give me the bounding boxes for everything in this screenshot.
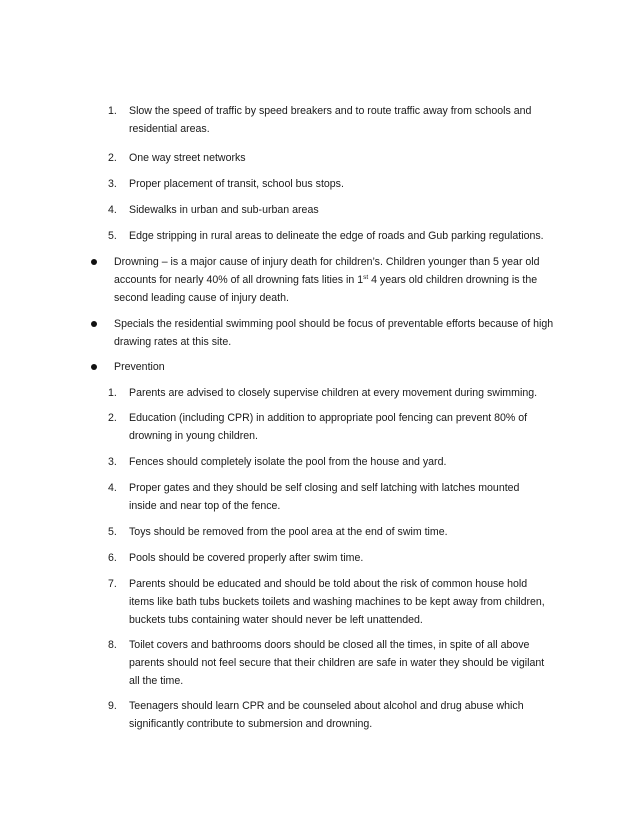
list-number: 8. [108,639,117,651]
list-item [108,523,548,541]
list-number: 5. [108,526,117,538]
bullet-icon [91,321,97,327]
bullet-icon [91,364,97,370]
list-number: 4. [108,204,117,216]
list-item [108,384,548,402]
bullet-icon [91,259,97,265]
bullet-item-prevention [91,358,556,376]
list-text: Slow the speed of traffic by speed breakers and to route traffic away from schools and residential areas. [129,105,532,135]
bullet-item-drowning [91,253,556,307]
list-item [108,549,548,567]
list-item [108,636,548,690]
list-number: 2. [108,412,117,424]
bullet-text: Specials the residential swimming pool should be focus of preventable efforts because of high drawing rates at this site. [114,318,554,348]
list-number: 3. [108,456,117,468]
list-item [108,479,548,515]
list-item [108,102,548,138]
list-item [108,175,548,193]
list-number: 7. [108,578,117,590]
list-text: Fences should completely isolate the pool from the house and yard. [129,456,447,468]
list-number: 1. [108,105,117,117]
list-text: Proper placement of transit, school bus stops. [129,178,344,190]
list-item [108,149,548,167]
list-text: Toys should be removed from the pool area at the end of swim time. [129,526,448,538]
list-item [108,409,548,445]
list-number: 3. [108,178,117,190]
list-text: One way street networks [129,152,246,164]
bullet-text: Prevention [114,361,165,373]
list-item [108,453,548,471]
list-item [108,201,548,219]
bullet-text-part: Drowning – is a major cause of injury death for children’s. Children younger than 5 year old accounts for nearly 40% of all drowning fats lities in 1 [114,256,540,286]
list-text: Sidewalks in urban and sub-urban areas [129,204,319,216]
list-number: 5. [108,230,117,242]
list-text: Pools should be covered properly after swim time. [129,552,364,564]
list-item [108,227,548,245]
list-text: Parents should be educated and should be told about the risk of common house hold items like bath tubs buckets toilets and washing machines to be kept away from children, buckets tubs containing water should never be left unattended. [129,578,545,626]
bullet-text-part: 4 years old children drowning is the second leading cause of injury death. [114,274,538,304]
list-number: 6. [108,552,117,564]
list-text: Toilet covers and bathrooms doors should be closed all the times, in spite of all above parents should not feel secure that their children are safe in water they should be vigilant all the time. [129,639,545,687]
superscript: st [363,274,369,281]
list-number: 1. [108,387,117,399]
bullet-text [114,253,556,307]
list-number: 4. [108,482,117,494]
list-text: Teenagers should learn CPR and be counseled about alcohol and drug abuse which significantly contribute to submersion and drowning. [129,700,524,730]
list-text: Proper gates and they should be self closing and self latching with latches mounted inside and near top of the fence. [129,482,520,512]
list-text: Edge stripping in rural areas to delineate the edge of roads and Gub parking regulations. [129,230,544,242]
list-text: Education (including CPR) in addition to appropriate pool fencing can prevent 80% of drowning in young children. [129,412,528,442]
list-number: 2. [108,152,117,164]
list-item [108,575,548,629]
list-item [108,697,548,733]
bullet-item-specials [91,315,556,351]
list-number: 9. [108,700,117,712]
list-text: Parents are advised to closely supervise children at every movement during swimming. [129,387,538,399]
